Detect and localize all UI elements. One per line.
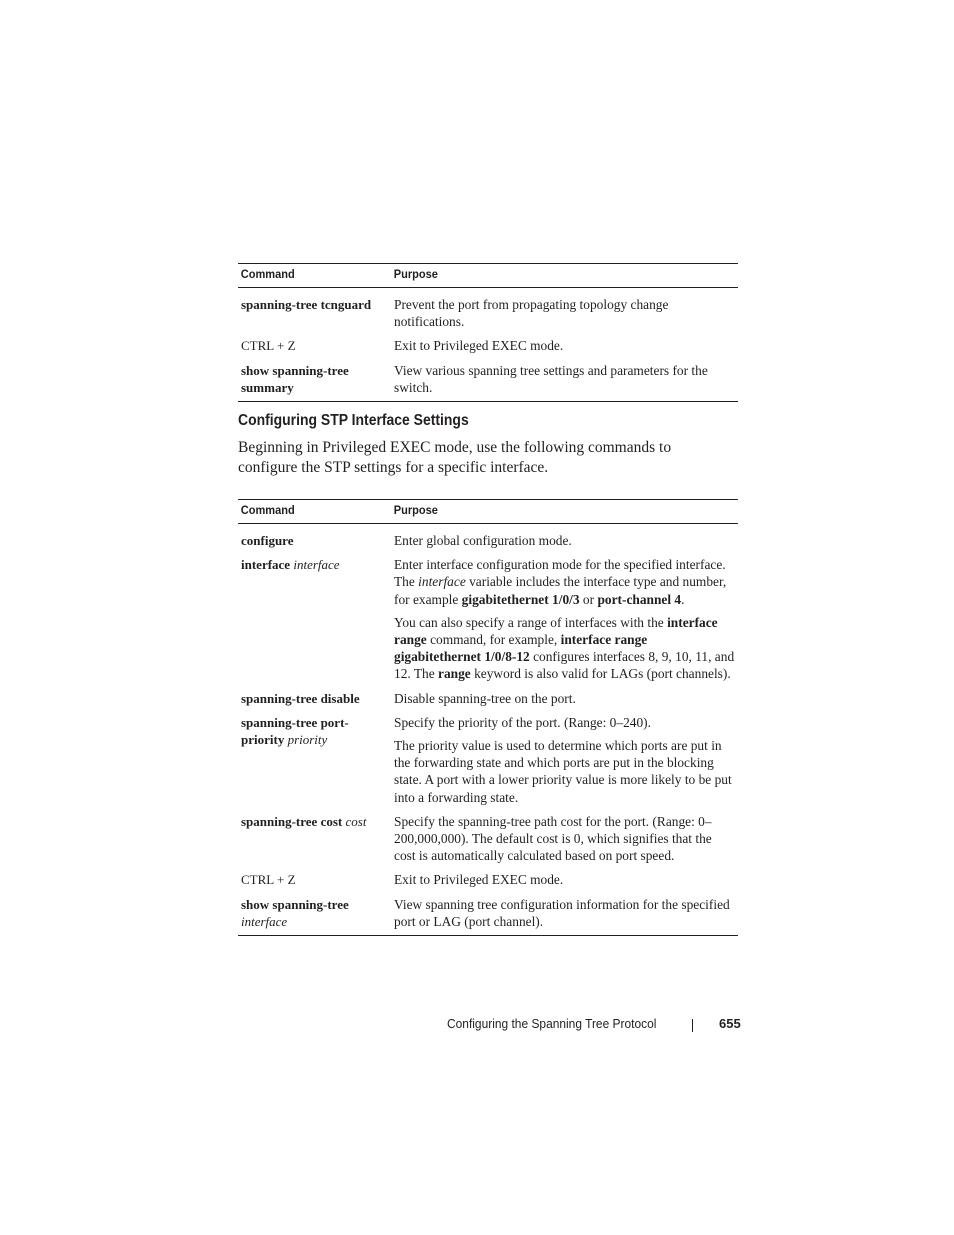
command-argument: interface bbox=[241, 913, 288, 929]
command-keyword: spanning-tree port-priority bbox=[241, 714, 349, 748]
text-run-bold: port-channel 4 bbox=[597, 591, 682, 607]
command-cell bbox=[238, 707, 391, 806]
purpose-cell: Enter global configuration mode. bbox=[394, 533, 572, 548]
column-header-purpose: Purpose bbox=[391, 264, 710, 288]
column-header-purpose: Purpose bbox=[391, 500, 710, 524]
text-run-bold: interface range gigabitethernet 1/0/8-12 bbox=[394, 632, 648, 665]
table-row bbox=[238, 355, 738, 402]
command-table-1 bbox=[238, 263, 738, 402]
purpose-cell: Specify the spanning-tree path cost for the port. (Range: 0–200,000,000). The default cost is 0, which signifies that the cost is automatically calculated based on port speed. bbox=[394, 813, 712, 864]
text-run-bold: range bbox=[438, 666, 471, 682]
text-run-italic: interface bbox=[418, 574, 466, 590]
table-row bbox=[238, 683, 738, 707]
command-cell: spanning-tree disable bbox=[241, 690, 360, 706]
text-run-bold: interface range bbox=[394, 614, 718, 648]
text-run: variable includes the interface type and number, for example bbox=[394, 574, 727, 607]
table-row bbox=[238, 288, 738, 331]
purpose-cell bbox=[391, 707, 738, 806]
table-row bbox=[238, 707, 738, 806]
table-header-row bbox=[238, 500, 738, 524]
purpose-cell: View various spanning tree settings and parameters for the switch. bbox=[391, 355, 738, 402]
command-cell bbox=[238, 806, 391, 865]
table-header-row bbox=[238, 264, 738, 288]
section-intro: Beginning in Privileged EXEC mode, use the following commands to configure the STP settings for a specific interface. bbox=[238, 439, 672, 476]
column-header-command: Command bbox=[238, 500, 379, 524]
page-number: 655 bbox=[719, 1016, 741, 1031]
command-keyword: spanning-tree cost bbox=[241, 813, 343, 829]
footer-separator bbox=[692, 1019, 693, 1032]
column-header-command: Command bbox=[238, 264, 379, 288]
command-cell: CTRL + Z bbox=[241, 338, 296, 354]
command-cell: show spanning-tree summary bbox=[238, 355, 391, 402]
table-row bbox=[238, 330, 738, 354]
command-cell bbox=[238, 889, 391, 936]
command-table-2 bbox=[238, 499, 738, 936]
text-run-bold: gigabitethernet 1/0/3 bbox=[461, 591, 580, 607]
purpose-paragraph bbox=[394, 614, 735, 683]
purpose-paragraph: Specify the priority of the port. (Range: 0–240). bbox=[394, 714, 651, 730]
table-row bbox=[238, 889, 738, 936]
text-run: keyword is also valid for LAGs (port channels). bbox=[470, 666, 731, 682]
purpose-paragraph: The priority value is used to determine which ports are put in the forwarding state and which ports are put in the blocking state. A port with a lower priority value is more likely to be put into a forwarding state. bbox=[394, 738, 732, 805]
command-keyword: interface bbox=[241, 557, 291, 573]
text-run: Enter interface configuration mode for the specified interface. The bbox=[394, 557, 726, 590]
text-run: . bbox=[681, 591, 685, 607]
table-row bbox=[238, 549, 738, 682]
text-run: command, for example, bbox=[426, 632, 561, 648]
purpose-cell: Prevent the port from propagating topology change notifications. bbox=[394, 297, 669, 330]
table-row bbox=[238, 806, 738, 865]
command-cell: configure bbox=[241, 533, 294, 548]
text-run: You can also specify a range of interfaces with the bbox=[394, 614, 668, 630]
text-run: or bbox=[579, 591, 598, 607]
purpose-cell: Exit to Privileged EXEC mode. bbox=[394, 338, 564, 354]
purpose-cell: View spanning tree configuration information for the specified port or LAG (port channel). bbox=[391, 889, 738, 936]
section-heading: Configuring STP Interface Settings bbox=[238, 412, 469, 429]
purpose-cell bbox=[391, 549, 738, 682]
purpose-cell: Exit to Privileged EXEC mode. bbox=[394, 872, 564, 888]
purpose-paragraph bbox=[394, 556, 735, 608]
text-run: configures interfaces 8, 9, 10, 11, and 12. The bbox=[394, 649, 735, 682]
command-cell: CTRL + Z bbox=[241, 872, 296, 888]
table-row bbox=[238, 864, 738, 888]
command-cell: spanning-tree tcnguard bbox=[241, 297, 372, 312]
command-cell bbox=[238, 549, 391, 682]
command-argument: cost bbox=[345, 813, 367, 829]
table-row bbox=[238, 524, 738, 550]
purpose-cell: Disable spanning-tree on the port. bbox=[394, 690, 576, 706]
command-keyword: show spanning-tree bbox=[241, 896, 349, 912]
command-argument: interface bbox=[293, 557, 340, 573]
command-argument: priority bbox=[287, 732, 328, 748]
footer-chapter-title: Configuring the Spanning Tree Protocol bbox=[447, 1016, 657, 1031]
